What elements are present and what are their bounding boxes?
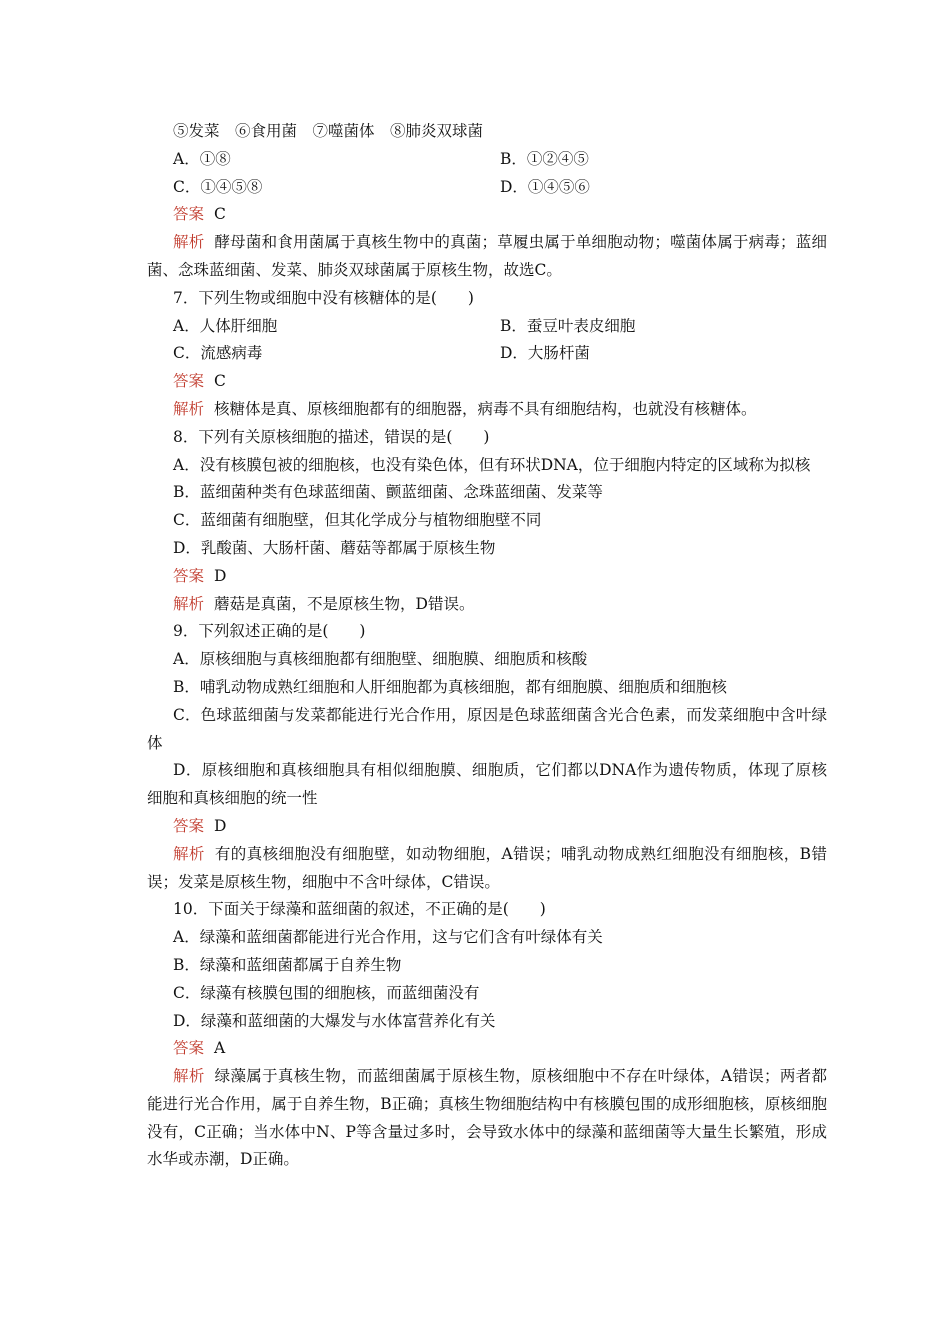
q7-answer (147, 368, 827, 396)
q9-option-a: A．原核细胞与真核细胞都有细胞壁、细胞膜、细胞质和核酸 (173, 650, 588, 669)
q8-option-b: B．蓝细菌种类有色球蓝细菌、颤蓝细菌、念珠蓝细菌、发菜等 (173, 483, 603, 502)
q9-option-d: D．原核细胞和真核细胞具有相似细胞膜、细胞质，它们都以DNA作为遗传物质，体现了原核细胞和真核细胞的统一性 (147, 761, 827, 808)
answer-value: C (214, 205, 226, 224)
q9-option-b: B．哺乳动物成熟红细胞和人肝细胞都为真核细胞，都有细胞膜、细胞质和细胞核 (173, 677, 727, 696)
answer-label: 答案 (173, 205, 205, 224)
q6-analysis (147, 229, 827, 285)
answer-label: 答案 (173, 566, 205, 585)
q7-option-b: B．蚕豆叶表皮细胞 (500, 316, 636, 335)
q9-stem: 9．下列叙述正确的是( ) (173, 622, 366, 641)
q10-answer (147, 1035, 827, 1063)
q8-option-d: D．乳酸菌、大肠杆菌、蘑菇等都属于原核生物 (173, 538, 496, 557)
q9-analysis (147, 841, 827, 897)
q9-option-c: C．色球蓝细菌与发菜都能进行光合作用，原因是色球蓝细菌含光合色素，而发菜细胞中含叶绿体 (147, 705, 827, 752)
analysis-text: 蘑菇是真菌，不是原核生物，D错误。 (214, 594, 475, 613)
q6-options-row-1 (147, 146, 827, 174)
answer-value: C (214, 372, 226, 391)
analysis-text: 绿藻属于真核生物，而蓝细菌属于原核生物，原核细胞中不存在叶绿体，A错误；两者都能进行光合作用，属于自养生物，B正确；真核生物细胞结构中有核膜包围的成形细胞核，原核细胞没有，C正确；当水体中N、P等含量过多时，会导致水体中的绿藻和蓝细菌等大量生长繁殖，形成水华或赤潮，D正确。 (147, 1067, 827, 1169)
analysis-label: 解析 (173, 399, 205, 418)
answer-label: 答案 (173, 372, 205, 391)
document-body (147, 118, 827, 1174)
q10-option-d: D．绿藻和蓝细菌的大爆发与水体富营养化有关 (173, 1011, 496, 1030)
q8-analysis (147, 591, 827, 619)
q6-option-c: C．①④⑤⑧ (173, 177, 263, 196)
answer-label: 答案 (173, 1039, 205, 1058)
answer-value: D (214, 816, 227, 835)
q10-option-c: C．绿藻有核膜包围的细胞核，而蓝细菌没有 (173, 983, 480, 1002)
analysis-text: 有的真核细胞没有细胞壁，如动物细胞，A错误；哺乳动物成熟红细胞没有细胞核，B错误；发菜是原核生物，细胞中不含叶绿体，C错误。 (147, 844, 827, 891)
q8-option-c: C．蓝细菌有细胞壁，但其化学成分与植物细胞壁不同 (173, 511, 542, 530)
analysis-text: 核糖体是真、原核细胞都有的细胞器，病毒不具有细胞结构，也就没有核糖体。 (214, 399, 757, 418)
answer-label: 答案 (173, 816, 205, 835)
answer-value: D (214, 566, 227, 585)
q7-option-d: D．大肠杆菌 (500, 344, 590, 363)
q6-answer (147, 201, 827, 229)
q10-analysis (147, 1063, 827, 1174)
q7-option-c: C．流感病毒 (173, 344, 263, 363)
q7-analysis (147, 396, 827, 424)
q9-answer (147, 813, 827, 841)
analysis-label: 解析 (173, 844, 205, 863)
q6-options-row-2 (147, 174, 827, 202)
q6-option-d: D．①④⑤⑥ (500, 177, 590, 196)
analysis-label: 解析 (173, 1067, 205, 1086)
q7-stem: 7．下列生物或细胞中没有核糖体的是( ) (173, 288, 474, 307)
analysis-label: 解析 (173, 233, 205, 252)
q6-option-a: A．①⑧ (173, 149, 231, 168)
q10-option-a: A．绿藻和蓝细菌都能进行光合作用，这与它们含有叶绿体有关 (173, 928, 603, 947)
q10-stem: 10．下面关于绿藻和蓝细菌的叙述，不正确的是( ) (173, 900, 546, 919)
q6-option-line: ⑤发菜 ⑥食用菌 ⑦噬菌体 ⑧肺炎双球菌 (173, 122, 484, 140)
analysis-label: 解析 (173, 594, 205, 613)
analysis-text: 酵母菌和食用菌属于真核生物中的真菌；草履虫属于单细胞动物；噬菌体属于病毒；蓝细菌、念珠蓝细菌、发菜、肺炎双球菌属于原核生物，故选C。 (147, 233, 827, 279)
q7-options-row-2 (147, 340, 827, 368)
q8-answer (147, 563, 827, 591)
q8-stem: 8．下列有关原核细胞的描述，错误的是( ) (173, 427, 490, 446)
q10-option-b: B．绿藻和蓝细菌都属于自养生物 (173, 955, 402, 974)
q7-options-row-1 (147, 313, 827, 341)
q6-option-b: B．①②④⑤ (500, 149, 589, 168)
q8-option-a: A．没有核膜包被的细胞核，也没有染色体，但有环状DNA，位于细胞内特定的区域称为拟核 (173, 455, 811, 474)
answer-value: A (214, 1039, 226, 1058)
q7-option-a: A．人体肝细胞 (173, 316, 278, 335)
